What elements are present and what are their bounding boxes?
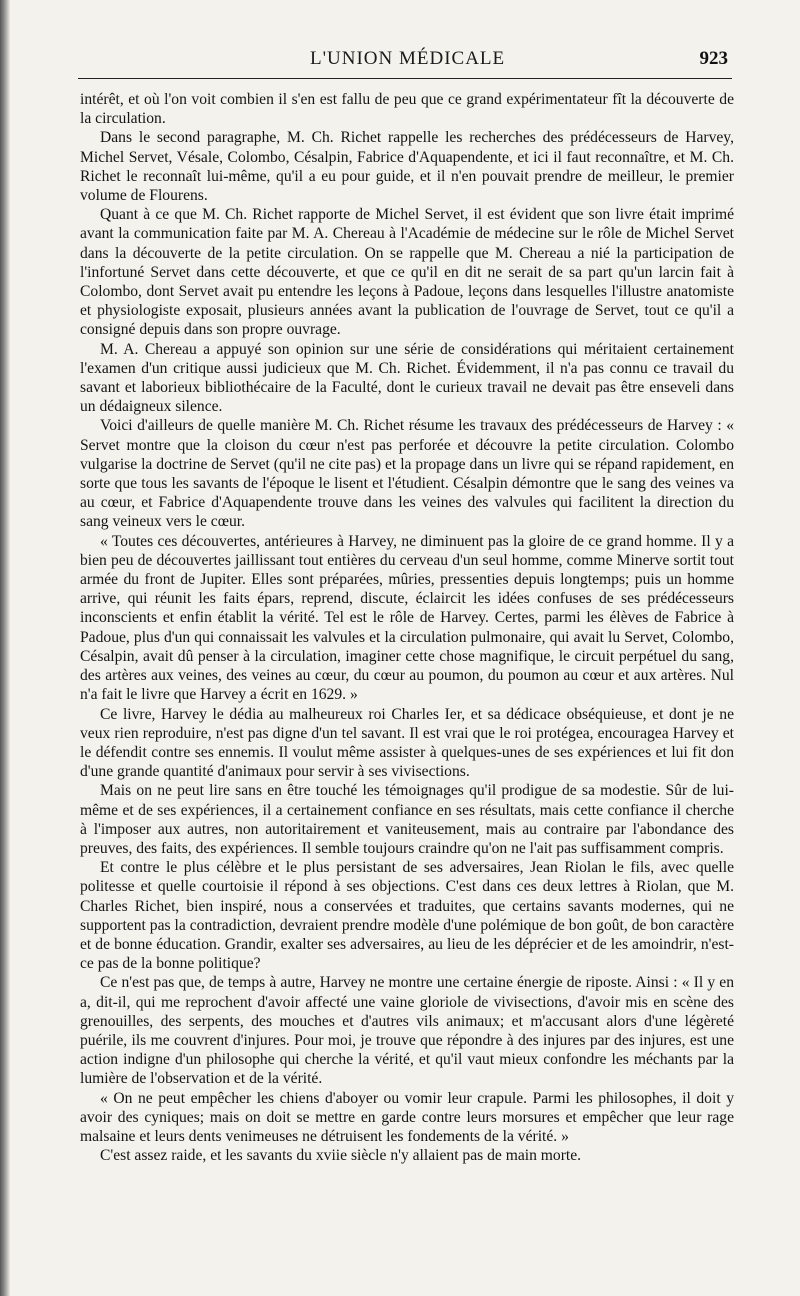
paragraph: Mais on ne peut lire sans en être touché les témoignages qu'il prodigue de sa modestie. Sûr de lui-même et de ses expériences, il a certainement confiance en ses résultats, mais cette confiance il cherche à l'imposer aux autres, non autoritairement et vaniteusement, mais au contraire par l'abondance des preuves, des faits, des expériences. Il semble toujours craindre qu'on ne l'ait pas suffisamment compris. <box>80 782 734 857</box>
paragraph: M. A. Chereau a appuyé son opinion sur une série de considérations qui méritaient certainement l'examen d'un critique aussi judicieux que M. Ch. Richet. Évidemment, il n'a pas connu ce travail du savant et laborieux bibliothécaire de la Faculté, dont le curieux travail ne devait pas être enseveli dans un dédaigneux silence. <box>80 340 734 416</box>
running-title: L'UNION MÉDICALE <box>310 48 506 69</box>
binding-edge <box>0 0 10 1296</box>
header-rule <box>78 78 732 79</box>
paragraph: « On ne peut empêcher les chiens d'aboyer ou vomir leur crapule. Parmi les philosophes, il doit y avoir des cyniques; mais on doit se mettre en garde contre leurs morsures et empêcher que leur rage malsaine et leurs dents venimeuses ne détruisent les fondements de la vérité. » <box>80 1089 734 1145</box>
body-text <box>80 90 734 1165</box>
paragraph: intérêt, et où l'on voit combien il s'en est fallu de peu que ce grand expérimentateur fît la découverte de la circulation. <box>80 91 734 128</box>
page-header <box>80 48 734 78</box>
paragraph: Dans le second paragraphe, M. Ch. Richet rappelle les recherches des prédécesseurs de Harvey, Michel Servet, Vésale, Colombo, Césalpin, Fabrice d'Aquapendente, et ici il faut reconnaître, et M. Ch. Richet le reconnaît lui-même, qu'il a eu pour guide, et il n'en pouvait prendre de meilleur, le premier volume de Flourens. <box>80 129 734 205</box>
page-number: 923 <box>699 48 728 69</box>
paragraph: Ce livre, Harvey le dédia au malheureux roi Charles Ier, et sa dédicace obséquieuse, et dont je ne veux rien reproduire, n'est pas digne d'un tel savant. Il est vrai que le roi protégea, encouragea Harvey et le défendit contre ses ennemis. Il voulut même assister à quelques-unes de ses expériences et lui fit don d'une grande quantité d'animaux pour servir à ses vivisections. <box>80 705 734 781</box>
paragraph: Et contre le plus célèbre et le plus persistant de ses adversaires, Jean Riolan le fils, avec quelle politesse et quelle courtoisie il répond à ses objections. C'est dans ces deux lettres à Riolan, que M. Charles Richet, bien inspiré, nous a conservées et traduites, que certains savants modernes, qui ne supportent pas la contradiction, devraient prendre modèle d'une polémique de bon goût, de bon caractère et de bonne éducation. Grandir, exalter ses adversaires, au lieu de les déprécier et de les amoindrir, n'est-ce pas de la bonne politique? <box>80 859 734 973</box>
paragraph: « Toutes ces découvertes, antérieures à Harvey, ne diminuent pas la gloire de ce grand homme. Il y a bien peu de découvertes jaillissant tout entières du cerveau d'un seul homme, comme Minerve sortit tout armée du front de Jupiter. Elles sont préparées, mûries, pressenties depuis longtemps; puis un homme arrive, qui réunit les faits épars, reprend, discute, éclaircit les idées confuses de ses prédécesseurs inconscients et enfin établit la vérité. Tel est le rôle de Harvey. Certes, parmi les élèves de Fabrice à Padoue, plus d'un qui connaissait les valvules et la circulation pulmonaire, qui avait lu Servet, Colombo, Césalpin, avait dû penser à la circulation, imaginer cette chose magnifique, le circuit perpétuel du sang, des artères aux veines, des veines au cœur, du cœur au poumon, du poumon au cœur et aux artères. Nul n'a fait le livre que Harvey a écrit en 1629. » <box>80 532 734 704</box>
paragraph: Voici d'ailleurs de quelle manière M. Ch. Richet résume les travaux des prédécesseurs de Harvey : « Servet montre que la cloison du cœur n'est pas perforée et découvre la petite circulation. Colombo vulgarise la doctrine de Servet (qu'il ne cite pas) et la propage dans un livre qui se répand rapidement, en sorte que tous les savants de l'époque le lisent et l'étudient. Césalpin démontre que le sang des veines va au cœur, et Fabrice d'Aquapendente trouve dans les veines des valvules qui facilitent la direction du sang veineux vers le cœur. <box>80 417 734 531</box>
paragraph: Quant à ce que M. Ch. Richet rapporte de Michel Servet, il est évident que son livre était imprimé avant la communication faite par M. A. Chereau à l'Académie de médecine sur le rôle de Michel Servet dans la découverte de la petite circulation. On se rappelle que M. Chereau a nié la participation de l'infortuné Servet dans cette découverte, et que ce qu'il en dit ne serait de sa part qu'un larcin fait à Colombo, dont Servet avait pu entendre les leçons à Padoue, leçons dans lesquelles l'illustre anatomiste et physiologiste exposait, plusieurs années avant la publication de l'ouvrage de Servet, tout ce qu'il a consigné depuis dans son propre ouvrage. <box>80 206 734 339</box>
paragraph: C'est assez raide, et les savants du xviie siècle n'y allaient pas de main morte. <box>100 1147 582 1165</box>
paragraph: Ce n'est pas que, de temps à autre, Harvey ne montre une certaine énergie de riposte. Ainsi : « Il y en a, dit-il, qui me reprochent d'avoir affecté une vaine gloriole de vivisections, d'avoir mis en scène des grenouilles, des serpents, des mouches et d'autres vils animaux; et m'accusant alors d'une légèreté puérile, ils me couvrent d'injures. Pour moi, je trouve que répondre à des injures par des injures, est une action indigne d'un philosophe qui cherche la vérité, et qu'il vaut mieux confondre les méchants par la lumière de l'observation et de la vérité. <box>80 974 734 1088</box>
